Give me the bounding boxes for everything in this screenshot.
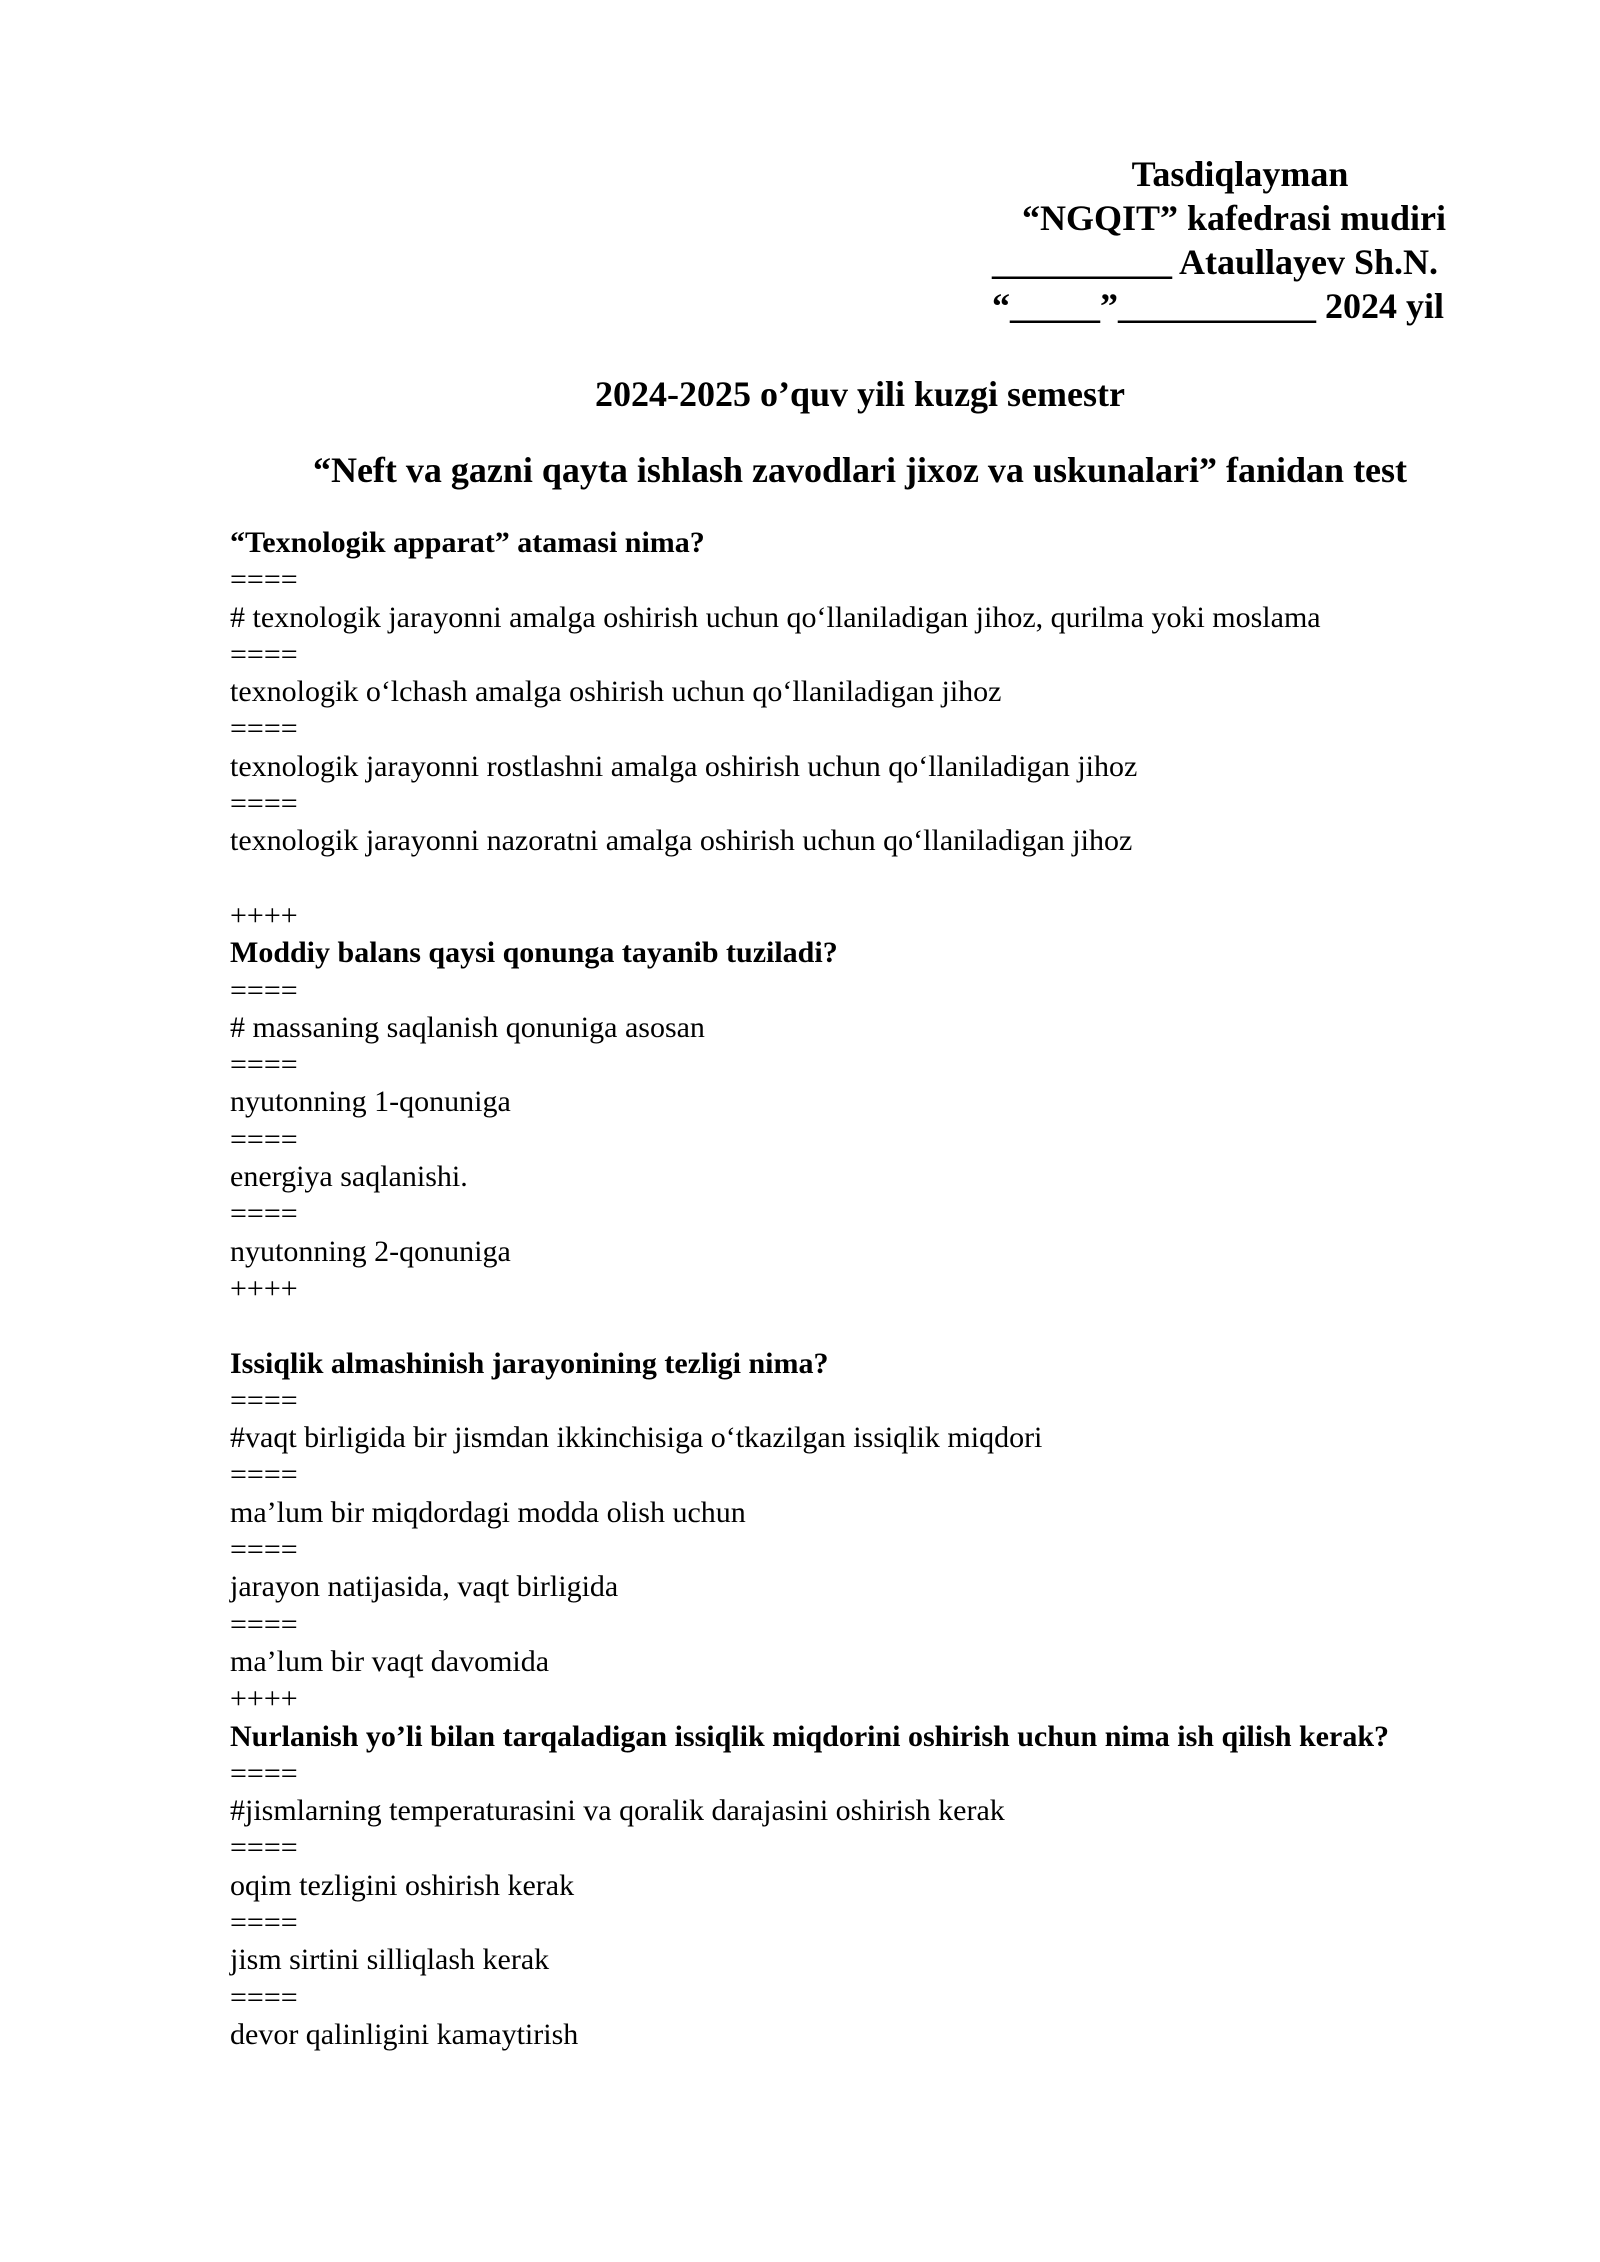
option-separator: ==== xyxy=(230,1980,298,2014)
question-end-marker: ++++ xyxy=(230,1682,298,1716)
question-text: Issiqlik almashinish jarayonining tezligi nima? xyxy=(230,1346,829,1380)
option-separator: ==== xyxy=(230,712,298,746)
answer-option: energiya saqlanishi. xyxy=(230,1160,468,1194)
question-text: Nurlanish yo’li bilan tarqaladigan issiqlik miqdorini oshirish uchun nima ish qilish kerak? xyxy=(230,1719,1389,1753)
question-end-marker: ++++ xyxy=(230,898,298,932)
department-head-line: “NGQIT” kafedrasi mudiri xyxy=(1021,198,1447,238)
answer-option: jism sirtini silliqlash kerak xyxy=(230,1943,550,1977)
blank-line xyxy=(230,860,1440,897)
option-separator: ==== xyxy=(230,1905,298,1939)
answer-option: nyutonning 2-qonuniga xyxy=(230,1234,511,1268)
option-separator: ==== xyxy=(230,1122,298,1156)
option-separator: ==== xyxy=(230,1197,298,1231)
option-separator: ==== xyxy=(230,637,298,671)
approval-title: Tasdiqlayman xyxy=(1131,154,1349,194)
question-text: “Texnologik apparat” atamasi nima? xyxy=(230,526,705,559)
answer-option: # massaning saqlanish qonuniga asosan xyxy=(230,1010,705,1044)
signature-line: __________ Ataullayev Sh.N. xyxy=(992,242,1439,282)
option-separator: ==== xyxy=(230,1383,298,1417)
semester-title: 2024-2025 o’quv yili kuzgi semestr xyxy=(595,374,1125,414)
option-separator: ==== xyxy=(230,1756,298,1790)
option-separator: ==== xyxy=(230,973,298,1007)
question-text: Moddiy balans qaysi qonunga tayanib tuziladi? xyxy=(230,936,838,970)
question-end-marker: ++++ xyxy=(230,1271,298,1305)
answer-option: ma’lum bir vaqt davomida xyxy=(230,1644,550,1678)
option-separator: ==== xyxy=(230,1458,298,1492)
option-separator: ==== xyxy=(230,563,298,597)
answer-option: texnologik o‘lchash amalga oshirish uchun qo‘llaniladigan jihoz xyxy=(230,675,1002,709)
answer-option: devor qalinligini kamaytirish xyxy=(230,2017,579,2051)
answer-option: oqim tezligini oshirish kerak xyxy=(230,1868,575,1902)
option-separator: ==== xyxy=(230,1831,298,1865)
date-line: “_____”___________ 2024 yil xyxy=(992,286,1445,326)
blank-line xyxy=(230,1307,1440,1344)
answer-option: #vaqt birligida bir jismdan ikkinchisiga o‘tkazilgan issiqlik miqdori xyxy=(230,1421,1043,1455)
option-separator: ==== xyxy=(230,1533,298,1567)
answer-option: texnologik jarayonni nazoratni amalga oshirish uchun qo‘llaniladigan jihoz xyxy=(230,824,1133,858)
test-body xyxy=(230,524,1440,2053)
answer-option: #jismlarning temperaturasini va qoralik darajasini oshirish kerak xyxy=(230,1794,1005,1828)
answer-option: jarayon natijasida, vaqt birligida xyxy=(230,1570,619,1604)
option-separator: ==== xyxy=(230,1607,298,1641)
subject-title: “Neft va gazni qayta ishlash zavodlari jixoz va uskunalari” fanidan test xyxy=(312,450,1408,490)
answer-option: texnologik jarayonni rostlashni amalga oshirish uchun qo‘llaniladigan jihoz xyxy=(230,749,1138,783)
answer-option: ma’lum bir miqdordagi modda olish uchun xyxy=(230,1495,746,1529)
answer-option: # texnologik jarayonni amalga oshirish uchun qo‘llaniladigan jihoz, qurilma yoki moslama xyxy=(230,600,1321,634)
answer-option: nyutonning 1-qonuniga xyxy=(230,1085,511,1119)
approval-block xyxy=(990,152,1490,328)
option-separator: ==== xyxy=(230,1048,298,1082)
option-separator: ==== xyxy=(230,787,298,821)
